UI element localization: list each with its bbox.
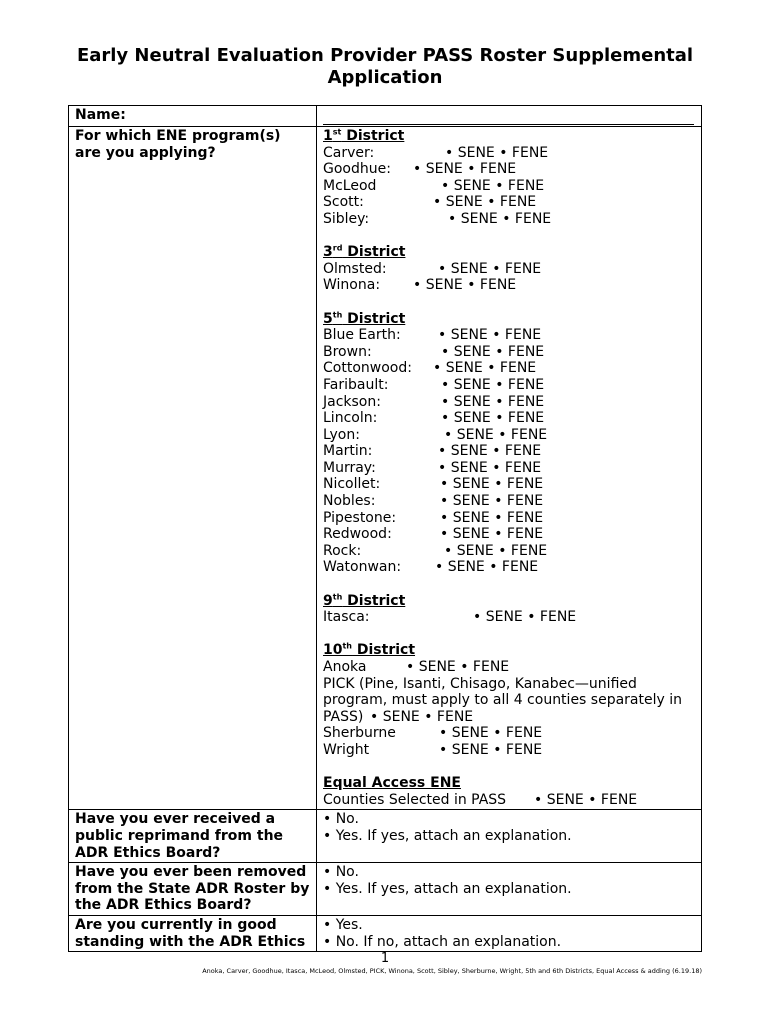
county-name: Brown: — [323, 343, 372, 360]
district-heading — [323, 593, 695, 610]
county-row[interactable] — [323, 526, 695, 543]
standing-option-yes[interactable]: • Yes. — [323, 916, 363, 933]
county-options[interactable]: • SENE • FENE — [444, 426, 548, 443]
reprimand-answer — [317, 810, 702, 863]
district-heading — [323, 128, 695, 145]
district-10-block — [323, 642, 695, 758]
county-name: Wright — [323, 741, 370, 758]
county-name: Goodhue: — [323, 161, 391, 178]
district-label: District — [341, 128, 405, 144]
removed-question-line: Have you ever been removed — [75, 864, 307, 881]
county-options[interactable]: • SENE • FENE — [444, 542, 548, 559]
spacer — [323, 294, 695, 311]
district-1-block — [323, 128, 695, 228]
reprimand-question — [69, 810, 317, 863]
program-answer-cell — [317, 127, 702, 810]
district-10-heading — [323, 642, 695, 659]
county-options[interactable]: • SENE • FENE — [440, 509, 544, 526]
standing-question — [69, 915, 317, 951]
county-options[interactable]: • SENE • FENE — [435, 559, 539, 576]
county-options[interactable]: • SENE • FENE — [439, 741, 543, 758]
name-input-line[interactable] — [323, 108, 694, 125]
county-name: Lyon: — [323, 426, 360, 443]
district-number: 5 — [323, 310, 333, 327]
reprimand-option-yes[interactable]: • Yes. If yes, attach an explanation. — [323, 827, 572, 844]
county-name: Anoka — [323, 659, 367, 675]
reprimand-question-line: ADR Ethics Board? — [75, 844, 221, 861]
district-10-number: 10 — [323, 642, 343, 659]
district-heading — [323, 311, 695, 328]
pick-line-1: PICK (Pine, Isanti, Chisago, Kanabec—unified — [323, 675, 637, 692]
county-row[interactable] — [323, 145, 695, 162]
county-row[interactable] — [323, 443, 695, 460]
reprimand-question-line: public reprimand from the — [75, 827, 284, 844]
county-options[interactable]: • SENE • FENE — [440, 493, 544, 510]
spacer — [323, 576, 695, 593]
spacer — [323, 759, 695, 776]
county-row[interactable] — [323, 559, 695, 576]
district-9-block — [323, 593, 695, 626]
standing-answer — [317, 915, 702, 951]
standing-question-line: Are you currently in good — [75, 916, 277, 933]
county-name: Sibley: — [323, 210, 370, 227]
county-row[interactable] — [323, 327, 695, 344]
title-line-2: Application — [327, 67, 443, 88]
county-options[interactable]: • SENE • FENE — [448, 210, 552, 227]
county-options[interactable]: • SENE • FENE — [440, 476, 544, 493]
county-name: Itasca: — [323, 609, 370, 626]
districts-list — [323, 128, 695, 642]
pick-line-2: program, must apply to all 4 counties separately in — [323, 692, 682, 709]
county-row[interactable] — [323, 194, 695, 211]
district-number: 3 — [323, 244, 333, 261]
county-name: Olmsted: — [323, 260, 387, 277]
county-name: Redwood: — [323, 526, 392, 543]
program-row — [69, 127, 702, 810]
county-options[interactable]: • SENE • FENE — [413, 277, 517, 294]
county-row[interactable] — [323, 510, 695, 527]
county-row-anoka[interactable] — [323, 659, 695, 676]
removed-option-yes[interactable]: • Yes. If yes, attach an explanation. — [323, 880, 572, 897]
footer-note: Anoka, Carver, Goodhue, Itasca, McLeod, Olmsted, PICK, Winona, Scott, Sibley, Sherburne, Wright, 5th and 6th Districts, Equal Access & adding (6.19.18) — [202, 967, 702, 975]
county-name: Nobles: — [323, 493, 376, 510]
county-row[interactable] — [323, 277, 695, 294]
county-row[interactable] — [323, 211, 695, 228]
removed-question — [69, 863, 317, 916]
county-options[interactable]: • SENE • FENE — [433, 194, 537, 211]
county-name: Jackson: — [323, 393, 381, 410]
removed-question-line: from the State ADR Roster by — [75, 880, 310, 897]
spacer — [323, 228, 695, 245]
county-row[interactable] — [323, 543, 695, 560]
county-name: Faribault: — [323, 376, 389, 393]
county-row-equal-access[interactable] — [323, 792, 695, 809]
county-options[interactable]: • SENE • FENE — [438, 260, 542, 277]
district-number: 1 — [323, 128, 333, 144]
county-options[interactable]: • SENE • FENE — [438, 327, 542, 344]
district-5-block — [323, 311, 695, 577]
county-options[interactable]: • SENE • FENE — [534, 791, 638, 808]
district-suffix: th — [332, 591, 343, 601]
county-options[interactable]: • SENE • FENE — [440, 526, 544, 543]
reprimand-question-line: Have you ever received a — [75, 811, 276, 828]
program-question-line-2: are you applying? — [75, 144, 216, 161]
district-label: District — [342, 244, 406, 261]
name-answer-cell — [317, 106, 702, 127]
county-options[interactable]: • SENE • FENE — [441, 177, 545, 194]
title-line-1: Early Neutral Evaluation Provider PASS Roster Supplemental — [76, 45, 694, 66]
county-row[interactable] — [323, 460, 695, 477]
county-row[interactable] — [323, 161, 695, 178]
county-options[interactable]: • SENE • FENE — [473, 609, 577, 626]
pick-line-3: PASS) — [323, 708, 364, 725]
program-question — [69, 127, 317, 810]
program-question-line-1: For which ENE program(s) — [75, 128, 281, 144]
county-name: Martin: — [323, 443, 373, 460]
district-heading — [323, 244, 695, 261]
district-suffix: rd — [332, 243, 343, 253]
county-name: Nicollet: — [323, 476, 381, 493]
county-row[interactable] — [323, 427, 695, 444]
county-row[interactable] — [323, 493, 695, 510]
county-options[interactable]: • SENE • FENE — [441, 343, 545, 360]
county-name: Carver: — [323, 144, 375, 161]
county-options[interactable]: • SENE • FENE — [441, 393, 545, 410]
standing-row — [69, 915, 702, 951]
county-row[interactable] — [323, 360, 695, 377]
county-row[interactable] — [323, 344, 695, 361]
equal-access-label: Counties Selected in PASS — [323, 791, 507, 808]
standing-question-line: standing with the ADR Ethics — [75, 933, 306, 950]
county-row[interactable] — [323, 377, 695, 394]
district-10-label: District — [352, 642, 416, 659]
county-row-sherburne[interactable] — [323, 725, 695, 742]
county-options[interactable]: • SENE • FENE — [438, 459, 542, 476]
county-name: Cottonwood: — [323, 360, 412, 377]
county-row[interactable] — [323, 410, 695, 427]
reprimand-row — [69, 810, 702, 863]
district-suffix: th — [332, 309, 343, 319]
district-label: District — [342, 310, 406, 327]
district-number: 9 — [323, 592, 333, 609]
county-options[interactable]: • SENE • FENE — [370, 708, 474, 725]
reprimand-option-no[interactable]: • No. — [323, 811, 359, 828]
county-row[interactable] — [323, 609, 695, 626]
county-options[interactable]: • SENE • FENE — [413, 161, 517, 178]
county-name: Lincoln: — [323, 410, 378, 427]
removed-option-no[interactable]: • No. — [323, 864, 359, 881]
county-options[interactable]: • SENE • FENE — [438, 443, 542, 460]
county-row-wright[interactable] — [323, 742, 695, 759]
removed-answer — [317, 863, 702, 916]
district-label: District — [342, 592, 406, 609]
county-name: Winona: — [323, 277, 381, 294]
county-row[interactable] — [323, 261, 695, 278]
district-3-block — [323, 244, 695, 294]
district-suffix: st — [332, 127, 342, 137]
document-title — [60, 45, 710, 89]
removed-row — [69, 863, 702, 916]
county-name: Murray: — [323, 459, 376, 476]
county-options[interactable]: • SENE • FENE — [406, 659, 510, 675]
county-row[interactable] — [323, 394, 695, 411]
county-row-pick[interactable] — [323, 709, 695, 726]
county-name: Pipestone: — [323, 509, 397, 526]
standing-option-no[interactable]: • No. If no, attach an explanation. — [323, 933, 562, 950]
application-form-table — [68, 105, 702, 952]
county-options[interactable]: • SENE • FENE — [445, 144, 549, 161]
page-number: 1 — [380, 951, 390, 966]
county-options[interactable]: • SENE • FENE — [441, 376, 545, 393]
county-options[interactable]: • SENE • FENE — [439, 725, 543, 742]
county-options[interactable]: • SENE • FENE — [433, 360, 537, 377]
equal-access-heading: Equal Access ENE — [323, 775, 461, 792]
equal-access-block — [323, 775, 695, 808]
district-10-suffix: th — [342, 641, 353, 651]
county-name: Scott: — [323, 194, 364, 211]
county-name: Blue Earth: — [323, 327, 401, 344]
spacer — [323, 626, 695, 643]
removed-question-line: the ADR Ethics Board? — [75, 897, 252, 914]
county-options[interactable]: • SENE • FENE — [441, 410, 545, 427]
county-name: McLeod — [323, 177, 377, 194]
county-row[interactable] — [323, 178, 695, 195]
county-row[interactable] — [323, 476, 695, 493]
county-name: Watonwan: — [323, 559, 402, 576]
county-name: Sherburne — [323, 725, 396, 742]
name-row — [69, 106, 702, 127]
name-label: Name: — [69, 106, 317, 127]
county-name: Rock: — [323, 542, 362, 559]
